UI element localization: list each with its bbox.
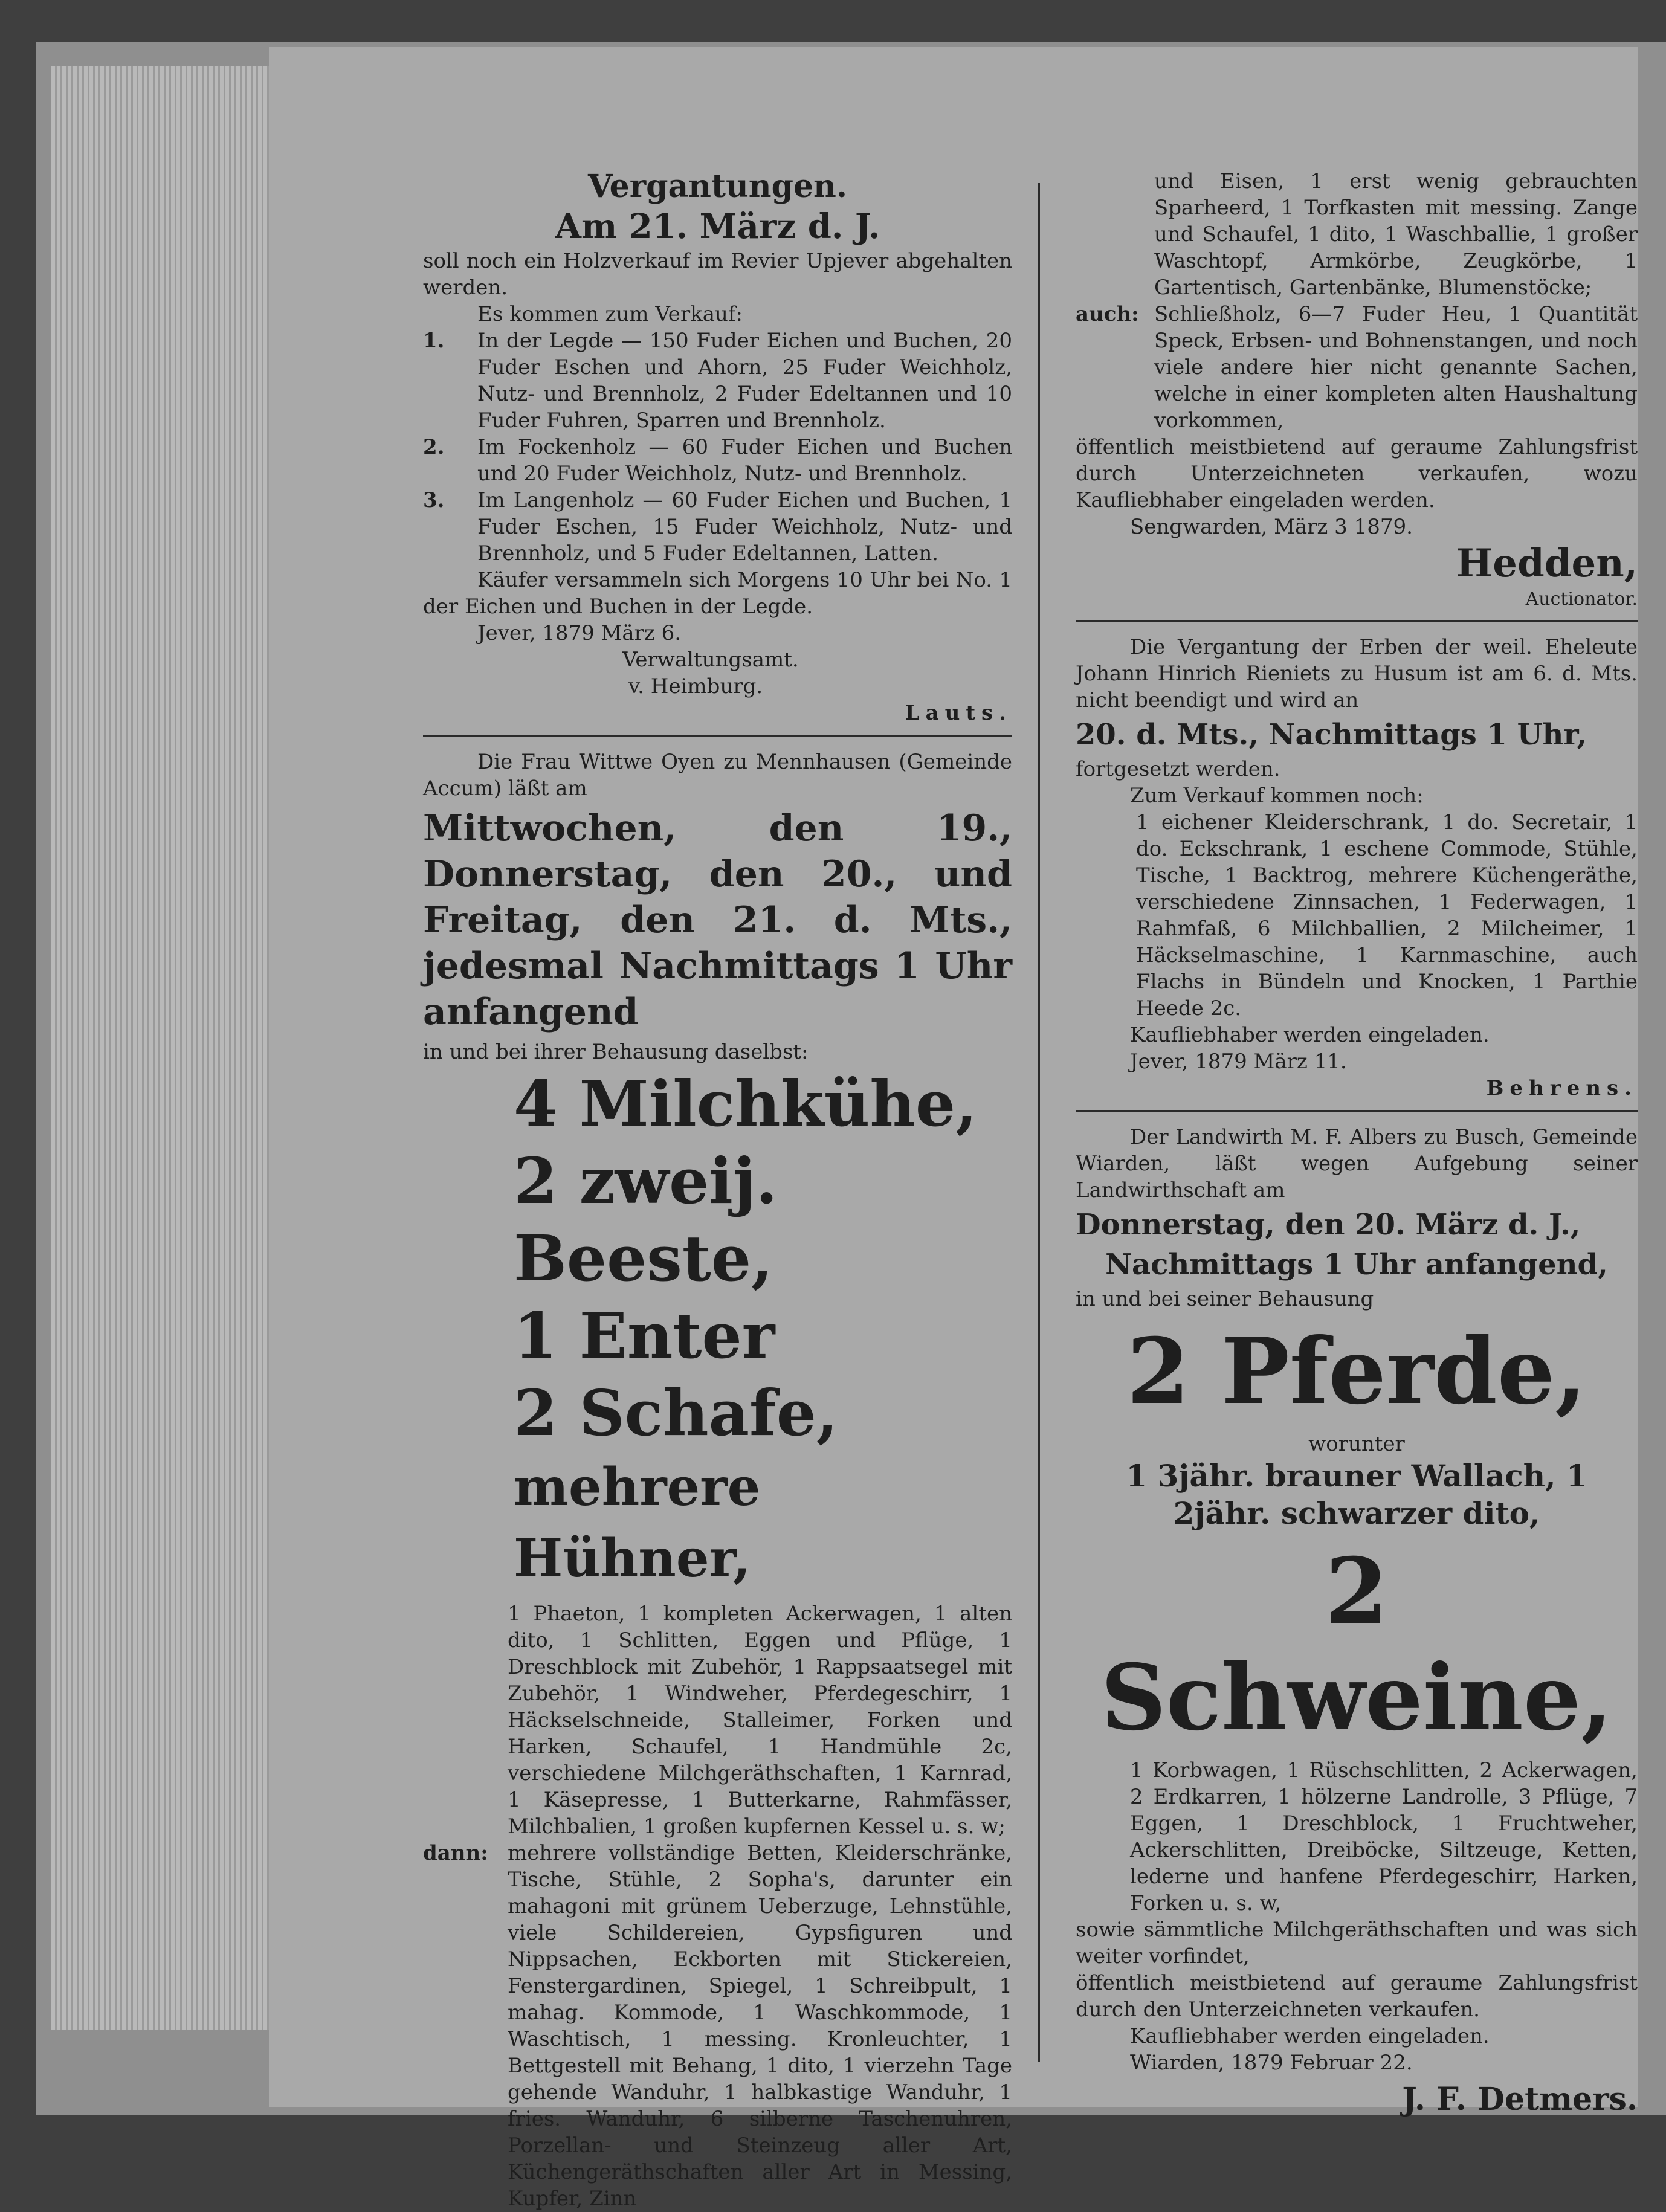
item-number: 1. [423,329,445,353]
newspaper-page [269,47,1638,2211]
pigs-line: 2 Schweine, [1100,1538,1613,1751]
animal-line: 2 Schafe, [514,1376,839,1450]
horses-line: 2 Pferde, [1126,1318,1587,1425]
ad-signer: v. Heimburg. [628,674,763,698]
ad-also: sowie sämmtliche Milchgeräthschaften und was sich weiter vorfindet, [1076,1918,1638,1969]
ad-signer: Hedden, [1456,541,1638,586]
ad-lead: Es kommen zum Verkauf: [477,302,743,326]
ad-signer: Behrens. [1486,1076,1638,1100]
ad-intro: soll noch ein Holzverkauf im Revier Upjever abgehalten werden. [423,249,1012,300]
ad-separator [1076,620,1638,622]
animal-line: mehrere Hühner, [514,1457,761,1589]
ad-among: worunter [1308,1432,1405,1456]
ad-wood-auction [423,168,1012,726]
item-number: 2. [423,435,445,459]
ad-closing: öffentlich meistbietend auf geraume Zahlungsfrist durch Unterzeichneten verkaufen, wozu Kaufliebhaber eingeladen werden. [1076,435,1638,512]
ad-goods: 1 Phaeton, 1 kompleten Ackerwagen, 1 alten dito, 1 Schlitten, Eggen und Pflüge, 1 Dreschblock mit Zubehör, 1 Rappsaatsegel mit Zubehör, 1 Windweher, Pferdegeschirr, 1 Häckselschneide, Stalleimer, Forken und Harken, Schaufel, 1 Handmühle 2c, verschiedene Milchgeräthschaften, 1 Karnrad, 1 Käsepresse, 1 Butterkarne, Rahmfässer, Milchbalien, 1 großen kupfernen Kessel u. s. w; [508,1602,1012,1839]
then-text: mehrere vollständige Betten, Kleiderschränke, Tische, Stühle, 2 Sopha's, darunter ein mahagoni mit grünem Ueberzuge, Lehnstühle, viele Schildereien, Gypsfiguren und Nippsachen, Eckborten mit Stickereien, Fenstergardinen, Spiegel, 1 Schreibpult, 1 mahag. Kommode, 1 Waschkommode, 1 Waschtisch, 1 messing. Kronleuchter, 1 Bettgestell mit Behang, 1 dito, 1 vierzehn Tage gehende Wanduhr, 1 halbkastige Wanduhr, 1 fries. Wanduhr, 6 silberne Taschenuhren, Porzellan- und Steinzeug aller Art, Küchengeräthschaften aller Art in Messing, Kupfer, Zinn [508,1841,1012,2211]
ad-place-date: Jever, 1879 März 6. [477,621,682,645]
page-edges [51,66,275,2030]
ad-where: in und bei seiner Behausung [1076,1287,1374,1311]
ad-albers-auction [1076,1124,1638,2123]
ad-signer-title: Auctionator. [1525,588,1638,610]
column-divider [1038,183,1040,2062]
ad-then [423,1840,1012,2212]
ad-cont: fortgesetzt werden. [1076,757,1280,781]
ad-invite: Kaufliebhaber werden eingeladen. [1130,1023,1490,1047]
ad-title: Vergantungen. [588,168,847,205]
ad-date-line1: Donnerstag, den 20. März d. J., [1076,1208,1581,1242]
animal-line: 4 Milchkühe, [514,1066,978,1141]
left-column [423,168,1012,2212]
ad-place-date: Sengwarden, März 3 1879. [1130,515,1413,539]
ad-intro: Die Vergantung der Erben der weil. Eheleute Johann Hinrich Rieniets zu Husum ist am 6. d. Mts. nicht beendigt und wird an [1076,635,1638,712]
ad-oyen-auction [423,749,1012,2212]
ad-invite: Kaufliebhaber werden eingeladen. [1130,2024,1490,2048]
ad-place-date: Wiarden, 1879 Februar 22. [1130,2051,1413,2075]
ad-also [1076,301,1638,434]
list-item [423,327,1012,434]
list-item [423,434,1012,487]
ad-goods: 1 Korbwagen, 1 Rüschschlitten, 2 Ackerwagen, 2 Erdkarren, 1 hölzerne Landrolle, 3 Pflüge, 7 Eggen, 1 Dreschblock, 1 Fruchtweher, Ackerschlitten, Dreiböcke, Siltzeuge, Ketten, lederne und hanfene Pferdegeschirr, Harken, Forken u. s. w, [1130,1758,1638,1915]
item-number: 3. [423,488,445,512]
ad-intro: Der Landwirth M. F. Albers zu Busch, Gemeinde Wiarden, läßt wegen Aufgebung seiner Landwirthschaft am [1076,1125,1638,1202]
item-text: In der Legde — 150 Fuder Eichen und Buchen, 20 Fuder Eschen und Ahorn, 25 Fuder Weichholz, Nutz- und Brennholz, 2 Fuder Edeltannen und 10 Fuder Fuhren, Sparren und Brennholz. [477,329,1012,433]
ad-separator [1076,1110,1638,1112]
ad-office: Verwaltungsamt. [622,648,799,672]
ad-list: 1 eichener Kleiderschrank, 1 do. Secretair, 1 do. Eckschrank, 1 eschene Commode, Stühle, Tische, 1 Backtrog, mehrere Küchengeräthe, verschiedene Zinnsachen, 1 Federwagen, 1 Rahmfaß, 6 Milchballien, 2 Milcheimer, 1 Häckselmaschine, 1 Karnmaschine, auch Flachs in Bündeln und Knocken, 1 Parthie Heede 2c. [1136,810,1638,1021]
also-label: auch: [1076,302,1139,326]
ad-meeting: Käufer versammeln sich Morgens 10 Uhr bei No. 1 der Eichen und Buchen in der Legde. [423,568,1012,619]
ad-date-line2: Nachmittags 1 Uhr anfangend, [1105,1248,1608,1282]
ad-lead: Zum Verkauf kommen noch: [1130,784,1424,808]
ad-date: Am 21. März d. J. [555,207,880,247]
item-text: Im Fockenholz — 60 Fuder Eichen und Buchen und 20 Fuder Weichholz, Nutz- und Brennholz. [477,435,1012,486]
then-label: dann: [423,1841,488,1865]
animal-line: 2 zweij. Beeste, [514,1144,778,1295]
right-column [1076,168,1638,2123]
list-item [423,487,1012,567]
ad-separator [423,735,1012,737]
ad-rieniets-auction [1076,634,1638,1101]
ad-date: 20. d. Mts., Nachmittags 1 Uhr, [1076,718,1587,752]
ad-signer: J. F. Detmers. [1402,2081,1638,2118]
ad-where: in und bei ihrer Behausung daselbst: [423,1040,809,1064]
ad-auctioneer: Lauts. [905,701,1012,725]
ad-closing: öffentlich meistbietend auf geraume Zahlungsfrist durch den Unterzeichneten verkaufen. [1076,1971,1638,2022]
item-text: Im Langenholz — 60 Fuder Eichen und Buchen, 1 Fuder Eschen, 15 Fuder Weichholz, Nutz- und Brennholz, und 5 Fuder Edeltannen, Latten. [477,488,1012,566]
ad-days: Mittwochen, den 19., Donnerstag, den 20., und Freitag, den 21. d. Mts., jedesmal Nachmittags 1 Uhr anfangend [423,807,1012,1033]
ad-oyen-continued [1076,168,1638,611]
ad-place-date: Jever, 1879 März 11. [1130,1050,1347,1074]
ad-cont-text: und Eisen, 1 erst wenig gebrauchten Sparheerd, 1 Torfkasten mit messing. Zange und Schaufel, 1 dito, 1 Waschballie, 1 großer Waschtopf, Armkörbe, Zeugkörbe, 1 Gartentisch, Gartenbänke, Blumenstöcke; [1154,169,1638,300]
ad-intro: Die Frau Wittwe Oyen zu Mennhausen (Gemeinde Accum) läßt am [423,750,1012,801]
animal-line: 1 Enter [514,1298,775,1373]
horse-description: 1 3jähr. brauner Wallach, 1 2jähr. schwarzer dito, [1126,1458,1587,1531]
also-text: Schließholz, 6—7 Fuder Heu, 1 Quantität Speck, Erbsen- und Bohnenstangen, und noch viele andere hier nicht genannte Sachen, welche in einer kompleten alten Haushaltung vorkommen, [1154,302,1638,433]
